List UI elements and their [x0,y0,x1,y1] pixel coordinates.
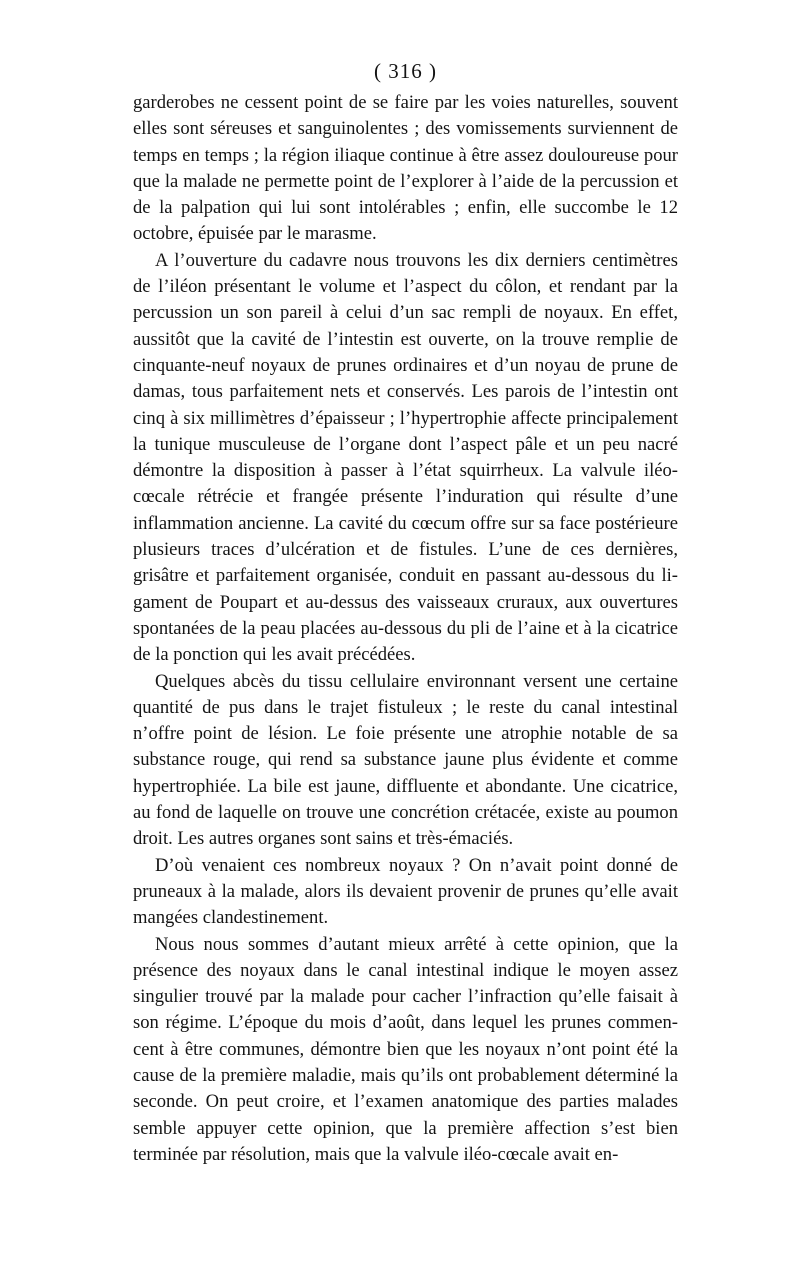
paragraph-abscesses: Quelques abcès du tissu cellulaire environnant versent une certaine quantité de pus dans le trajet fistuleux ; le reste du canal intestinal n’offre point de lésion. Le foie présente une atrophie notable de sa substance rouge, qui rend sa substance jaune plus évidente et comme hypertrophiée. La bile est jaune, diffluente et abondante. Une cicatrice, au fond de laquelle on trouve une concrétion crétacée, existe au poumon droit. Les autres organes sont sains et très-émaciés. [133,670,678,850]
page-number: ( 316 ) [374,59,437,83]
paragraph-opinion: Nous nous sommes d’autant mieux arrêté à cette opinion, que la présence des noyaux dans le canal intestinal indique le moyen assez singulier trouvé par la malade pour cacher l’infraction qu’elle faisait à son régime. L’époque du mois d’août, dans lequel les prunes commencent à être communes, démontre bien que les noyaux n’ont point été la cause de la première maladie, mais qu’ils ont probablement déterminé la seconde. On peut croire, et l’examen anatomique des parties malades semble appuyer cette opinion, que la première affection s’est bien terminée par résolution, mais que la valvule iléo-cœcale avait en- [133,933,678,1165]
paragraph-continuation: garderobes ne cessent point de se faire par les voies naturelles, souvent elles sont séreuses et sanguinolentes ; des vomissements surviennent de temps en temps ; la région iliaque continue à être assez douloureuse pour que la malade ne permette point de l’explorer à l’aide de la percussion et de la palpation qui lui sont intolérables ; enfin, elle succombe le 12 octobre, épuisée par le marasme. [133,92,678,245]
book-page [133,56,678,1168]
paragraph-autopsy: A l’ouverture du cadavre nous trouvons les dix derniers centimètres de l’iléon présentant le volume et l’aspect du côlon, et rendant par la percussion un son pareil à celui d’un sac rempli de noyaux. En effet, aussitôt que la cavité de l’intestin est ouverte, on la trouve remplie de cinquante-neuf noyaux de prunes ordinaires et d’un noyau de prune de damas, tous parfaitement nets et conservés. Les parois de l’intestin ont cinq à six millimètres d’épaisseur ; l’hypertrophie affecte principalement la tunique musculeuse de l’organe dont l’aspect pâle et un peu nacré démontre la disposition à passer à l’état squirrheux. La valvule iléo-cœcale rétrécie et frangée présente l’induration qui résulte d’une inflammation ancienne. La cavité du cœcum offre sur sa face postérieure plusieurs traces d’ulcération et de fistules. L’une de ces dernières, grisâtre et parfaitement organisée, conduit en passant au-dessous du ligament de Poupart et au-dessus des vaisseaux cruraux, aux ouvertures spontanées de la peau placées au-dessous du pli de l’aine et à la cicatrice de la ponction qui les avait précédées. [133,249,678,666]
paragraph-question: D’où venaient ces nombreux noyaux ? On n’avait point donné de pruneaux à la malade, alors ils devaient provenir de prunes qu’elle avait mangées clandestinement. [133,854,678,929]
